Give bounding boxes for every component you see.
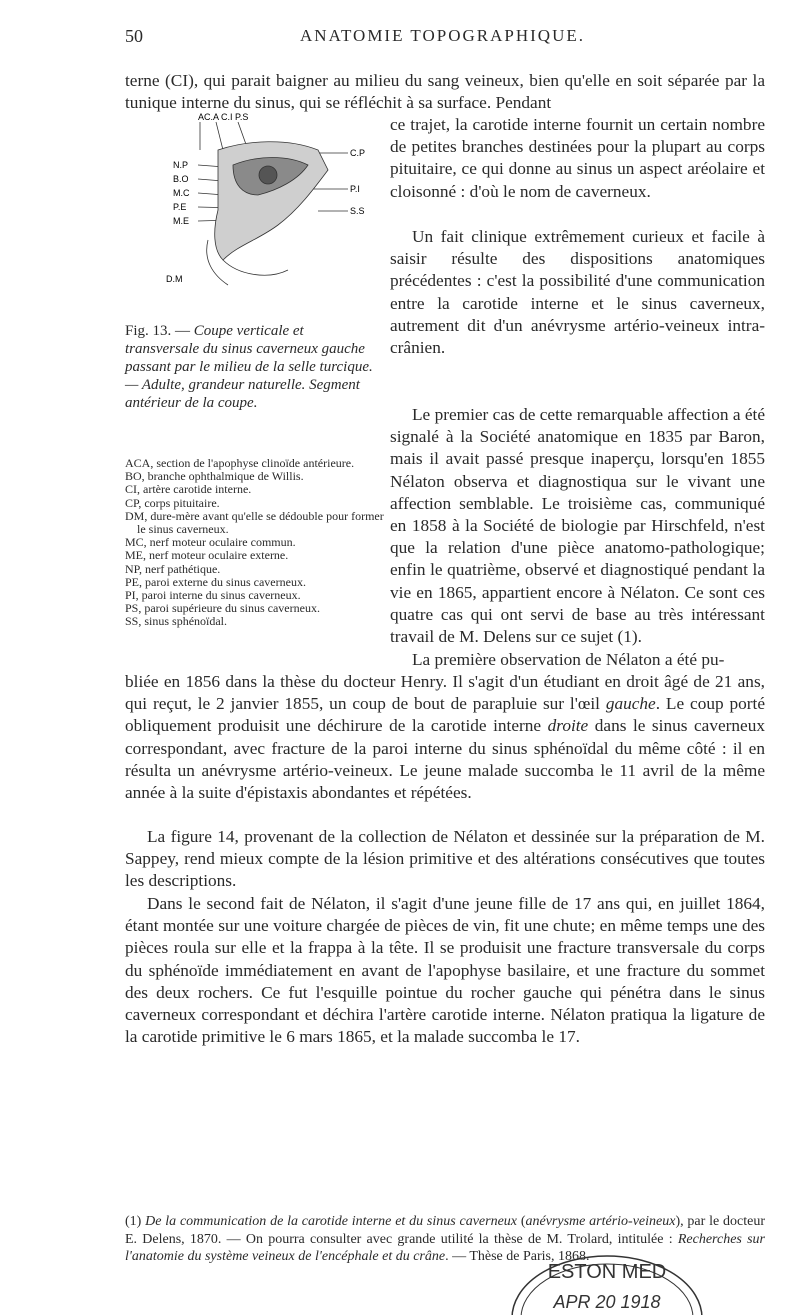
paragraph-4-start: La première observation de Nélaton a été pu-	[412, 650, 725, 669]
p4-text-a: bliée en 1856 dans la thèse du docteur Henry. Il s'agit d'un étudiant en droit âgé de 21 ans, qui reçut, le 2 janvier 1855, un coup de bout de parapluie sur l'œil	[125, 672, 765, 714]
fig-label-top: AC.A C.I P.S	[198, 112, 249, 122]
legend-item: CP, corps pituitaire.	[125, 495, 220, 510]
fig-label-np: N.P	[173, 160, 189, 170]
p4-ital-gauche: gauche	[605, 694, 656, 714]
paragraph-3: Le premier cas de cette remarquable affection a été signalé à la Société anatomique en 1835 par Baron, mais il avait passé presque inaperçu, lorsqu'en 1855 Nélaton observa et diagnostiqua sur le vivant une affection semblable. Le troisième cas, communiqué en 1858 à la Société de biologie par Hirschfeld, n'est que la relation d'une pièce anatomo-pathologique; enfin le quatrième, observé et diagnostiqué pendant la vie en 1865, appartient encore à Nélaton. Ce sont ces quatre cas qui ont servi de base au très intéressant travail de M. Delens sur ce sujet (1).	[390, 405, 765, 647]
page-header	[125, 26, 760, 48]
paragraph-4-cont	[125, 671, 765, 804]
legend-item: PI, paroi interne du sinus caverneux.	[125, 588, 301, 603]
paragraph-1-full: terne (CI), qui parait baigner au milieu du sang veineux, bien qu'elle en soit séparée par la tunique interne du sinus, qui se réfléchit à sa surface. Pendant	[125, 71, 765, 113]
footnote-ital-3: Recherches sur l'anatomie du système veineux de l'encéphale et du crâne	[125, 1231, 765, 1264]
stamp-date: APR 20 1918	[553, 1292, 661, 1312]
p4-text-b: . Le coup porté obliquement produisit une déchirure de la carotide interne	[125, 694, 765, 736]
legend-item: SS, sinus sphénoïdal.	[125, 614, 228, 629]
stamp-top-text: ESTON MED	[547, 1261, 667, 1283]
p4-text-c: dans le sinus caverneux correspondant, avec fracture de la paroi interne du sinus sphénoïdal du même côté : il en résulta un anévrysme artério-veineux. Le jeune malade succomba le 11 avril de la même année à la suite d'épistaxis abondantes et répétées.	[125, 716, 765, 803]
legend-item: PE, paroi externe du sinus caverneux.	[125, 574, 306, 589]
fig-drawing	[198, 122, 348, 285]
legend-item: BO, branche ophthalmique de Willis.	[125, 469, 304, 484]
fig-label-bo: B.O	[173, 174, 189, 184]
footnote-ital-2: anévrysme artério-veineux	[525, 1214, 676, 1229]
library-stamp	[497, 1248, 717, 1314]
p4-ital-droite: droite	[547, 716, 589, 736]
fig-label-cp: C.P	[350, 148, 366, 158]
figure-legend	[125, 457, 385, 629]
legend-item: CI, artère carotide interne.	[125, 482, 252, 497]
legend-item: MC, nerf moteur oculaire commun.	[125, 535, 296, 550]
running-title: ANATOMIE TOPOGRAPHIQUE.	[300, 26, 585, 45]
fig-label-dm: D.M	[166, 274, 183, 284]
legend-item: NP, nerf pathétique.	[125, 561, 221, 576]
fig-label-pi: P.I	[350, 184, 360, 194]
paragraph-5: La figure 14, provenant de la collection de Nélaton et dessinée sur la préparation de M. Sappey, rend mieux compte de la lésion primitive et des altérations consécutives que toutes les descriptions.	[125, 827, 765, 891]
footnote-plain-1: (	[517, 1214, 526, 1229]
fig-label-me: M.E	[173, 216, 190, 226]
footnote-ital-1: De la communication de la carotide interne et du sinus caverneux	[145, 1214, 518, 1229]
figure-caption	[125, 322, 380, 412]
legend-item: PS, paroi supérieure du sinus caverneux.	[125, 601, 320, 616]
caption-prefix: Fig. 13. —	[125, 323, 194, 339]
page-number: 50	[125, 26, 143, 46]
footnote-plain-3: . — Thèse de Paris, 1868.	[445, 1249, 590, 1264]
paragraph-6: Dans le second fait de Nélaton, il s'agit d'une jeune fille de 17 ans qui, en juillet 1864, étant montée sur une voiture chargée de pièces de vin, fit une chute; en même temps une des pièces roula sur elle et la frappa à la tête. Il se produisit une fracture transversale du corps du sphénoïde immédiatement en avant de l'apophyse basilaire, et une fracture du sommet des deux rochers. Ce fut l'esquille pointue du rocher gauche qui pénétra dans le sinus caverneux correspondant et déchira l'artère carotide interne. Nélaton pratiqua la ligature de la carotide primitive le 6 mars 1865, et la malade succomba le 17.	[125, 894, 765, 1047]
figure-13-diagram	[166, 110, 378, 310]
fig-label-ss: S.S	[350, 206, 365, 216]
fig-label-mc: M.C	[173, 188, 190, 198]
legend-item: ACA, section de l'apophyse clinoïde antérieure.	[125, 456, 355, 470]
legend-item: DM, dure-mère avant qu'elle se dédouble pour former le sinus caverneux.	[125, 508, 384, 537]
legend-item: ME, nerf moteur oculaire externe.	[125, 548, 289, 563]
caption-text: Coupe verticale et transversale du sinus caverneux gauche passant par le milieu de la selle turcique. — Adulte, grandeur naturelle. Segment antérieur de la coupe.	[125, 323, 373, 411]
footnote-marker: (1)	[125, 1214, 146, 1229]
footnote-plain-2: ), par le docteur E. Delens, 1870. — On pourra consulter avec grande utilité la thèse de M. Trolard, intitulée :	[125, 1214, 765, 1247]
paragraph-2: Un fait clinique extrêmement curieux et facile à saisir résulte des dispositions anatomiques précédentes : c'est la possibilité d'une communication entre la carotide interne et le sinus caverneux, autrement dit d'un anévrysme artério-veineux intra-crânien.	[390, 227, 765, 358]
paragraph-1-right: ce trajet, la carotide interne fournit un certain nombre de petites branches destinées pour la plupart au corps pituitaire, ce qui donne au sinus un aspect aréolaire et cloisonné : d'où le nom de caverneux.	[390, 115, 765, 201]
fig-label-pe: P.E	[173, 202, 187, 212]
